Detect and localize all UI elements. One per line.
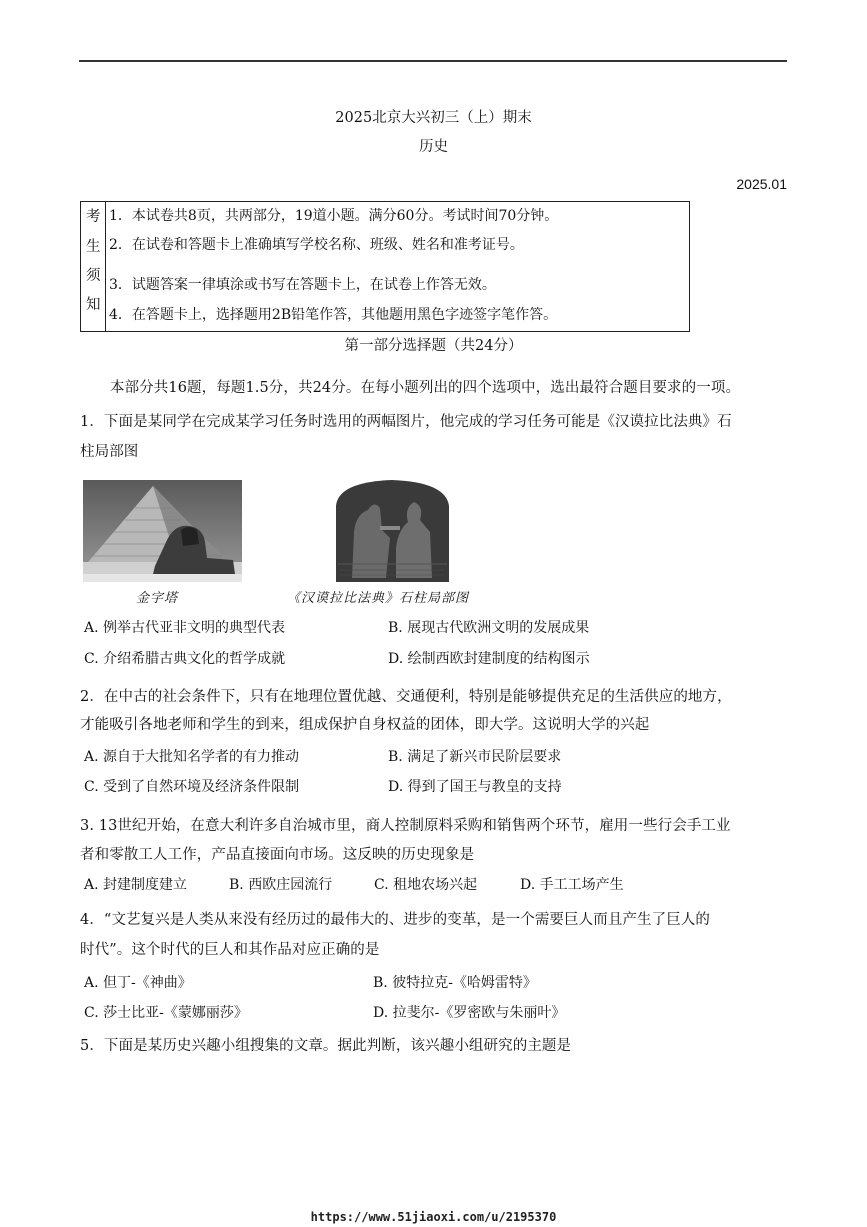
q2-option-d: D. 得到了国王与教皇的支持 <box>388 779 562 795</box>
q3-option-a: A. 封建制度建立 <box>84 877 188 893</box>
notice-side-char: 考 <box>86 209 101 225</box>
notice-side-label <box>81 202 106 331</box>
question-2-text: 2．在中古的社会条件下，只有在地理位置优越、交通便利，特别是能够提供充足的生活供应的地方， <box>80 689 732 705</box>
pyramid-caption: 金字塔 <box>136 591 179 606</box>
notice-line: 1．本试卷共8页，共两部分，19道小题。满分60分。考试时间70分钟。 <box>109 208 559 224</box>
section-heading: 第一部分选择题（共24分） <box>344 338 523 354</box>
question-5-text: 5．下面是某历史兴趣小组搜集的文章。据此判断，该兴趣小组研究的主题是 <box>80 1038 572 1054</box>
question-1-text-cont: 柱局部图 <box>80 444 139 460</box>
exam-date: 2025.01 <box>736 176 787 192</box>
exam-notice-box <box>80 201 690 332</box>
q1-option-a: A. 例举古代亚非文明的典型代表 <box>84 620 286 636</box>
question-4-text-cont: 时代”。这个时代的巨人和其作品对应正确的是 <box>80 942 380 958</box>
q3-option-b: B. 西欧庄园流行 <box>229 877 333 893</box>
hammurabi-stele-image <box>334 478 451 582</box>
notice-side-char: 知 <box>86 297 101 313</box>
q2-option-a: A. 源自于大批知名学者的有力推动 <box>84 749 300 765</box>
subject-title: 历史 <box>419 139 448 155</box>
footer-url: https://www.51jiaoxi.com/u/2195370 <box>310 1210 557 1224</box>
q3-option-c: C. 租地农场兴起 <box>374 877 478 893</box>
question-3-text: 3. 13世纪开始，在意大利许多自治城市里，商人控制原料采购和销售两个环节，雇用一些行会手工业 <box>80 818 731 834</box>
q4-option-d: D. 拉斐尔-《罗密欧与朱丽叶》 <box>373 1005 566 1021</box>
q4-option-a: A. 但丁-《神曲》 <box>84 975 192 991</box>
notice-side-char: 生 <box>86 239 101 255</box>
question-1-text: 1．下面是某同学在完成某学习任务时选用的两幅图片，他完成的学习任务可能是《汉谟拉比法典》石 <box>80 414 732 430</box>
notice-line: 4．在答题卡上，选择题用2B铅笔作答，其他题用黑色字迹签字笔作答。 <box>109 307 558 323</box>
notice-side-char: 须 <box>86 268 101 284</box>
section-intro: 本部分共16题，每题1.5分，共24分。在每小题列出的四个选项中，选出最符合题目要求的一项。 <box>110 380 741 396</box>
q4-option-c: C. 莎士比亚-《蒙娜丽莎》 <box>84 1005 248 1021</box>
question-2-text-cont: 才能吸引各地老师和学生的到来，组成保护自身权益的团体，即大学。这说明大学的兴起 <box>80 717 650 733</box>
notice-line: 3．试题答案一律填涂或书写在答题卡上，在试卷上作答无效。 <box>109 277 496 293</box>
notice-line: 2．在试卷和答题卡上准确填写学校名称、班级、姓名和准考证号。 <box>109 237 524 253</box>
stele-caption: 《汉谟拉比法典》石柱局部图 <box>287 591 470 606</box>
q2-option-c: C. 受到了自然环境及经济条件限制 <box>84 779 300 795</box>
top-rule <box>79 60 787 62</box>
question-4-text: 4．“文艺复兴是人类从来没有经历过的最伟大的、进步的变革，是一个需要巨人而且产生了巨人的 <box>80 912 711 928</box>
q1-option-d: D. 绘制西欧封建制度的结构图示 <box>388 651 590 667</box>
q4-option-b: B. 彼特拉克-《哈姆雷特》 <box>373 975 537 991</box>
q3-option-d: D. 手工工场产生 <box>520 877 624 893</box>
pyramid-sphinx-image <box>83 480 242 582</box>
exam-title: 2025北京大兴初三（上）期末 <box>335 110 532 126</box>
question-3-text-cont: 者和零散工人工作，产品直接面向市场。这反映的历史现象是 <box>80 847 475 863</box>
q2-option-b: B. 满足了新兴市民阶层要求 <box>388 749 562 765</box>
q1-option-c: C. 介绍希腊古典文化的哲学成就 <box>84 651 286 667</box>
q1-option-b: B. 展现古代欧洲文明的发展成果 <box>388 620 590 636</box>
